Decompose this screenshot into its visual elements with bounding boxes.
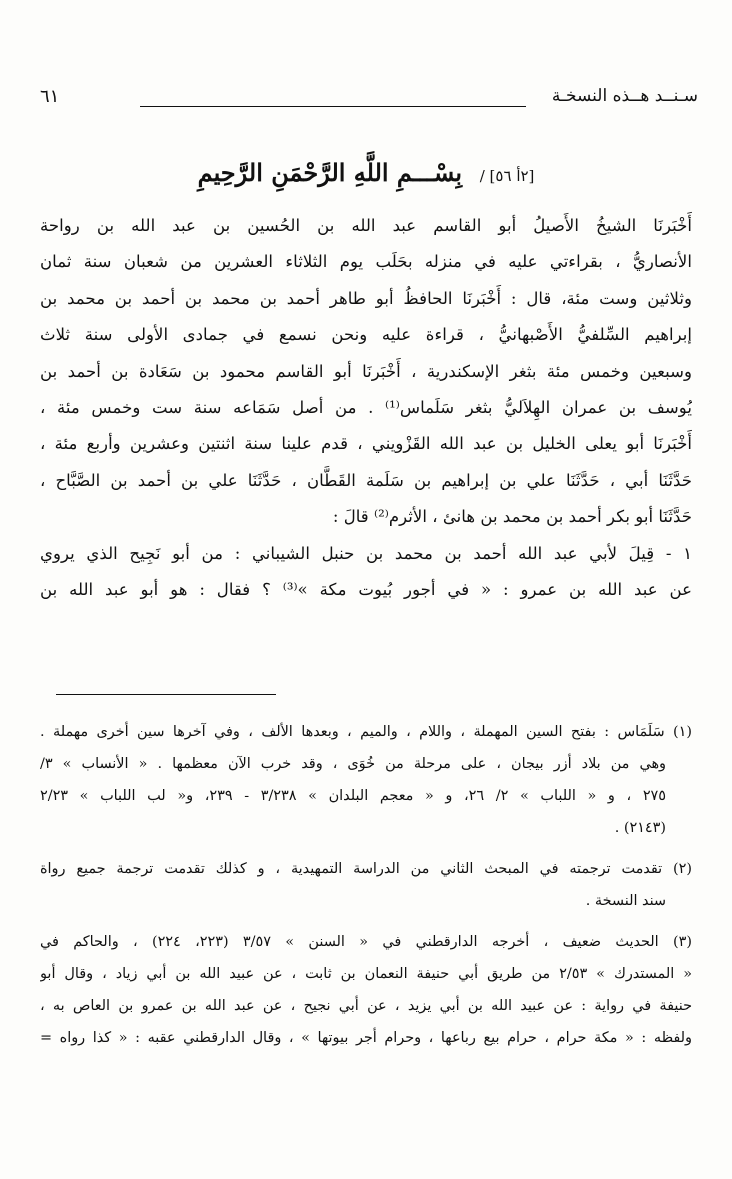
body-line: عن عبد الله بن عمرو : « في أجور بُيوت مكة »⁽³⁾ ؟ فقال : هو أبو عبد الله بن — [40, 579, 692, 599]
footnote-line: (٣) الحديث ضعيف ، أخرجه الدارقطني في « السنن » ٣/٥٧ (٢٢٣، ٢٢٤) ، والحاكم في — [40, 934, 692, 950]
footnote-line: حنيفة في رواية : عن عبيد الله بن أبي يزيد ، عن أبي نجيح ، عن عبد الله بن عمرو بن العاص به ، — [40, 998, 692, 1014]
running-title: سـنــد هــذه النسخـة — [551, 86, 698, 106]
body-line: الأنصاريُّ ، بقراءتي عليه في منزله بحَلَب يوم الثلاثاء العشرين من شعبان سنة ثمان — [40, 252, 692, 272]
footnote-3 — [40, 926, 692, 1054]
folio-reference: [٢أ ٥٦] / — [479, 167, 535, 185]
body-line: أَخْبَرنَا أبو يعلى الخليل بن عبد الله القَزْويني ، قدم علينا سنة اثنتين وعشرين وأربع مئة ، — [40, 434, 692, 454]
footnote-line: ٢٧٥ ، و « اللباب » ٢/ ٢٦، و « معجم البلدان » ٣/٢٣٨ - ٢٣٩، و« لب اللباب » ٢/٢٣ — [40, 788, 667, 804]
body-line: يُوسف بن عمران الهِلاَليُّ بثغر سَلَماس⁽¹⁾ . من أصل سَمَاعه سنة ست وخمس مئة ، — [40, 397, 692, 417]
footnote-2 — [40, 853, 692, 917]
footnote-line: (٢) تقدمت ترجمته في المبحث الثاني من الدراسة التمهيدية ، و كذلك تقدمت ترجمة جميع رواة — [40, 861, 692, 877]
page-number: ٦١ — [40, 86, 60, 107]
body-line: وسبعين وخمس مئة بثغر الإسكندرية ، أَخْبَرنَا أبو القاسم محمود بن سَعَادة بن أحمد بن — [40, 361, 692, 381]
footnotes — [40, 716, 692, 1063]
footnote-1 — [40, 716, 692, 844]
body-line: أَخْبَرنَا الشيخُ الأَصيلُ أبو القاسم عبد الله بن الحُسين بن عبد الله بن رواحة — [40, 216, 692, 235]
footnote-line: وهي من بلاد أزر بيجان ، على مرحلة من خُوَى ، وقد خرب الآن معظمها . « الأنساب » ٣/ — [40, 756, 666, 772]
body-text — [40, 208, 692, 608]
footnote-line: (٢١٤٣) . — [614, 820, 666, 836]
footnote-line: « المستدرك » ٢/٥٣ من طريق أبي حنيفة النعمان بن ثابت ، عن عبيد الله بن أبي زياد ، وقال أبو — [40, 966, 692, 982]
body-line: حَدَّثَنَا أبي ، حَدَّثَنَا علي بن إبراهيم بن سَلَمة القَطَّان ، حَدَّثَنَا علي بن أحمد بن الصَّبَّاح ، — [40, 470, 692, 490]
body-line: ١ - قِيلَ لأبي عبد الله أحمد بن محمد بن حنبل الشيباني : من أبو نَجِيح الذي يروي — [40, 543, 692, 563]
footnote-line: (١) سَلَمَاس : بفتح السين المهملة ، واللام ، والميم ، وبعدها الألف ، وفي آخرها سين أخرى مهملة . — [40, 724, 692, 740]
footnote-line: ولفظه : « مكة حرام ، حرام بيع رباعها ، وحرام أجر بيوتها » ، وقال الدارقطني عقبه : « كذا رواه = — [40, 1030, 692, 1046]
body-line: حَدَّثَنَا أبو بكر أحمد بن محمد بن هانئ ، الأثرم⁽²⁾ قالَ : — [332, 507, 692, 527]
header-rule — [140, 106, 526, 107]
body-line: إبراهيم السِّلفيُّ الأَصْبهانيُّ ، قراءة عليه ونحن نسمع في جمادى الأولى سنة ثلاث — [40, 325, 692, 345]
page-header — [28, 86, 704, 116]
basmala: بِسْـــمِ اللَّهِ الرَّحْمَنِ الرَّحِيمِ — [197, 158, 463, 187]
footnote-separator — [56, 694, 276, 695]
footnote-line: سند النسخة . — [585, 893, 666, 909]
body-line: وثلاثين وست مئة، قال : أَخْبَرنَا الحافظُ أبو طاهر أحمد بن محمد بن أحمد بن محمد بن — [40, 288, 692, 308]
basmala-line — [0, 158, 732, 187]
